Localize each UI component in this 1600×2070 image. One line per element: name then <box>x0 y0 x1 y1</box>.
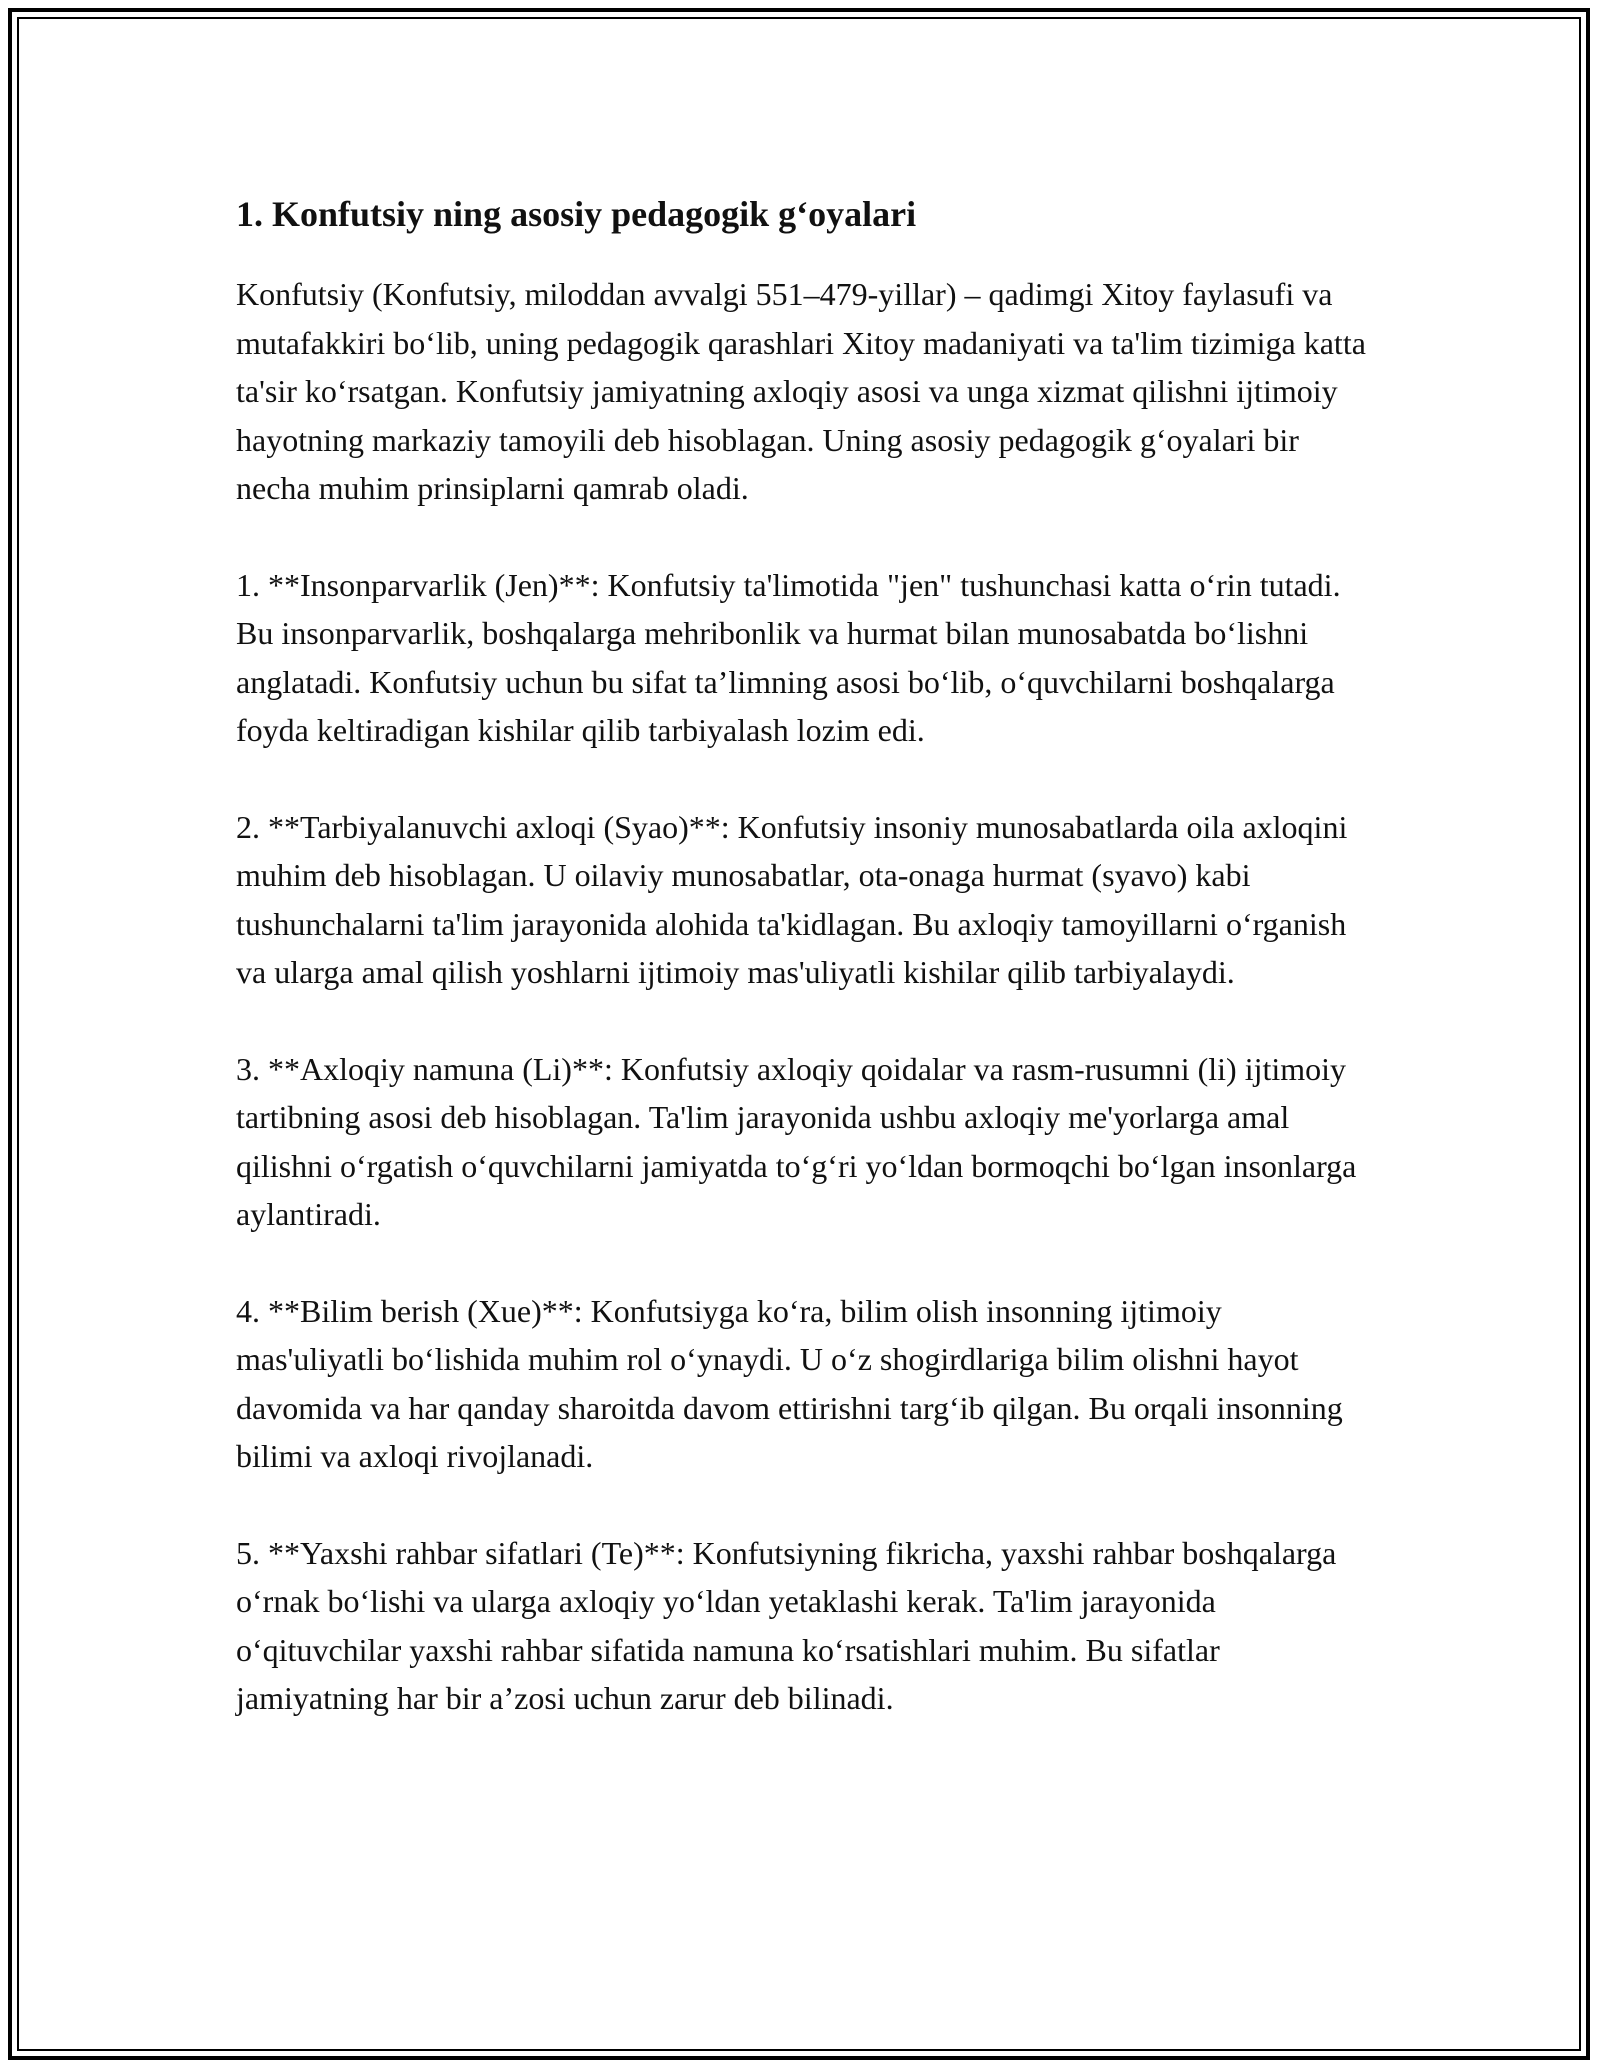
list-item: 1. **Insonparvarlik (Jen)**: Konfutsiy ta'limotida "jen" tushunchasi katta o‘rin tutadi. Bu insonparvarlik, boshqalarga mehribonlik va hurmat bilan munosabatda bo‘lishni anglatadi. Konfutsiy uchun bu sifat ta’limning asosi bo‘lib, o‘quvchilarni boshqalarga foyda keltiradigan kishilar qilib tarbiyalash lozim edi. <box>236 566 1341 748</box>
list-item: 4. **Bilim berish (Xue)**: Konfutsiyga ko‘ra, bilim olish insonning ijtimoiy mas'uliyatli bo‘lishida muhim rol o‘ynaydi. U o‘z shogirdlariga bilim olishni hayot davomida va har qanday sharoitda davom ettirishni targ‘ib qilgan. Bu orqali insonning bilimi va axloqi rivojlanadi. <box>236 1292 1343 1474</box>
list-item: 2. **Tarbiyalanuvchi axloqi (Syao)**: Konfutsiy insoniy munosabatlarda oila axloqini muhim deb hisoblagan. U oilaviy munosabatlar, ota-onaga hurmat (syavo) kabi tushunchalarni ta'lim jarayonida alohida ta'kidlagan. Bu axloqiy tamoyillarni o‘rganish va ularga amal qilish yoshlarni ijtimoiy mas'uliyatli kishilar qilib tarbiyalaydi. <box>236 808 1348 990</box>
document-body <box>236 188 1376 1771</box>
document-title: 1. Konfutsiy ning asosiy pedagogik g‘oyalari <box>236 194 917 234</box>
list-item: 3. **Axloqiy namuna (Li)**: Konfutsiy axloqiy qoidalar va rasm-rusumni (li) ijtimoiy tartibning asosi deb hisoblagan. Ta'lim jarayonida ushbu axloqiy me'yorlarga amal qilishni o‘rgatish o‘quvchilarni jamiyatda to‘g‘ri yo‘ldan bormoqchi bo‘lgan insonlarga aylantiradi. <box>236 1050 1357 1232</box>
intro-paragraph: Konfutsiy (Konfutsiy, miloddan avvalgi 551–479-yillar) – qadimgi Xitoy faylasufi va mutafakkiri bo‘lib, uning pedagogik qarashlari Xitoy madaniyati va ta'lim tizimiga katta ta'sir ko‘rsatgan. Konfutsiy jamiyatning axloqiy asosi va unga xizmat qilishni ijtimoiy hayotning markaziy tamoyili deb hisoblagan. Uning asosiy pedagogik g‘oyalari bir necha muhim prinsiplarni qamrab oladi. <box>236 276 1366 506</box>
list-item: 5. **Yaxshi rahbar sifatlari (Te)**: Konfutsiyning fikricha, yaxshi rahbar boshqalarga o‘rnak bo‘lishi va ularga axloqiy yo‘ldan yetaklashi kerak. Ta'lim jarayonida o‘qituvchilar yaxshi rahbar sifatida namuna ko‘rsatishlari muhim. Bu sifatlar jamiyatning har bir a’zosi uchun zarur deb bilinadi. <box>236 1534 1337 1716</box>
